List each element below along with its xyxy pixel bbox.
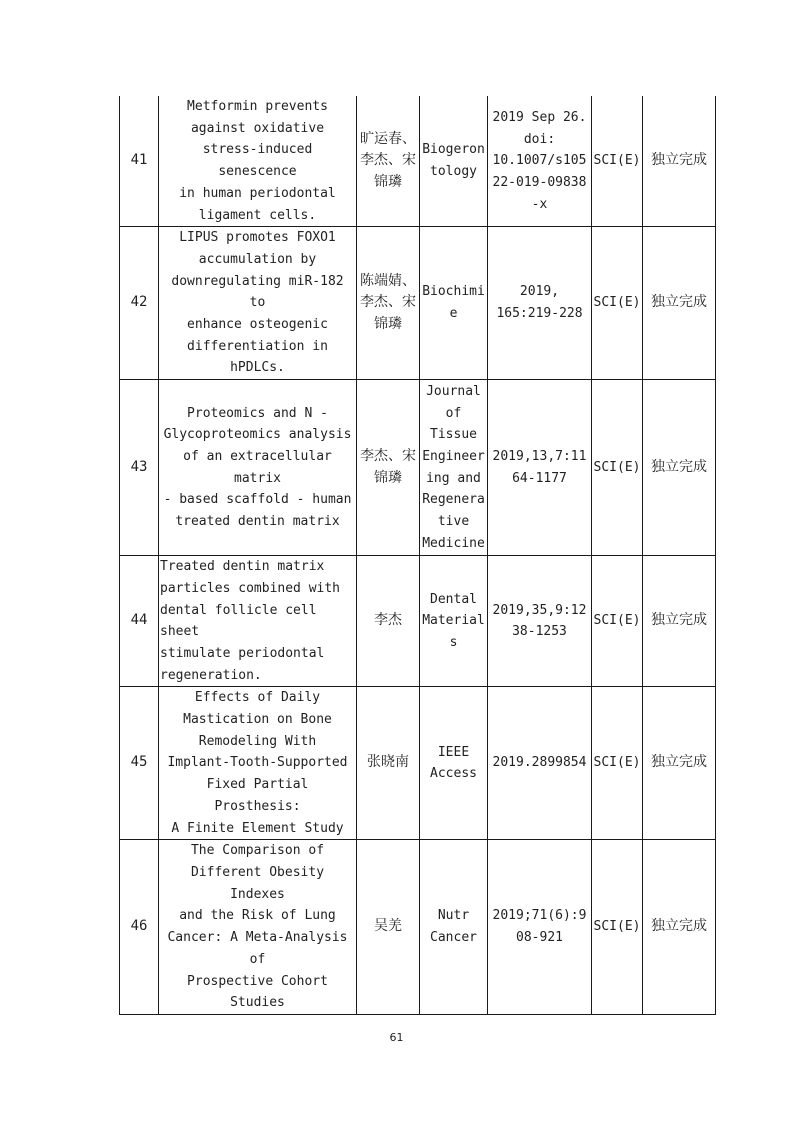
index-type: SCI(E) — [592, 380, 643, 556]
paper-title: The Comparison of Different Obesity Indexes and the Risk of Lung Cancer: A Meta-Analysis of Prospective Cohort Studies — [159, 840, 357, 1015]
citation: 2019;71(6):9 08-921 — [488, 840, 592, 1015]
table-row — [120, 380, 716, 556]
authors: 旷运春、 李杰、宋 锦璘 — [357, 96, 420, 227]
table-row — [120, 556, 716, 687]
index-type: SCI(E) — [592, 227, 643, 380]
authors: 吴羌 — [357, 840, 420, 1015]
journal: Biogeron tology — [420, 96, 488, 227]
journal: Dental Material s — [420, 556, 488, 687]
authors: 李杰 — [357, 556, 420, 687]
publications-table — [119, 96, 716, 1015]
paper-title: Proteomics and N - Glycoproteomics analysis of an extracellular matrix - based scaffold - human treated dentin matrix — [159, 380, 357, 556]
journal: IEEE Access — [420, 687, 488, 840]
journal: Nutr Cancer — [420, 840, 488, 1015]
paper-title: Treated dentin matrix particles combined with dental follicle cell sheet stimulate periodontal regeneration. — [159, 556, 357, 687]
citation: 2019, 165:219-228 — [488, 227, 592, 380]
table-row — [120, 227, 716, 380]
completion-status: 独立完成 — [643, 227, 716, 380]
paper-title: Metformin prevents against oxidative stress-induced senescence in human periodontal ligament cells. — [159, 96, 357, 227]
citation: 2019,35,9:12 38-1253 — [488, 556, 592, 687]
index-type: SCI(E) — [592, 96, 643, 227]
row-number: 42 — [120, 227, 159, 380]
row-number: 46 — [120, 840, 159, 1015]
page-number: 61 — [389, 1031, 404, 1044]
row-number: 43 — [120, 380, 159, 556]
paper-title: LIPUS promotes FOXO1 accumulation by downregulating miR-182 to enhance osteogenic differentiation in hPDLCs. — [159, 227, 357, 380]
row-number: 44 — [120, 556, 159, 687]
index-type: SCI(E) — [592, 840, 643, 1015]
completion-status: 独立完成 — [643, 687, 716, 840]
completion-status: 独立完成 — [643, 556, 716, 687]
index-type: SCI(E) — [592, 556, 643, 687]
table-row — [120, 840, 716, 1015]
table-row — [120, 687, 716, 840]
table-row — [120, 96, 716, 227]
journal: Journal of Tissue Engineer ing and Regenera tive Medicine — [420, 380, 488, 556]
row-number: 41 — [120, 96, 159, 227]
journal: Biochimi e — [420, 227, 488, 380]
authors: 李杰、宋 锦璘 — [357, 380, 420, 556]
completion-status: 独立完成 — [643, 380, 716, 556]
authors: 陈端婧、 李杰、宋 锦璘 — [357, 227, 420, 380]
completion-status: 独立完成 — [643, 840, 716, 1015]
completion-status: 独立完成 — [643, 96, 716, 227]
citation: 2019.2899854 — [488, 687, 592, 840]
index-type: SCI(E) — [592, 687, 643, 840]
authors: 张晓南 — [357, 687, 420, 840]
paper-title: Effects of Daily Mastication on Bone Remodeling With Implant-Tooth-Supported Fixed Partial Prosthesis: A Finite Element Study — [159, 687, 357, 840]
row-number: 45 — [120, 687, 159, 840]
citation: 2019 Sep 26. doi: 10.1007/s105 22-019-09838 -x — [488, 96, 592, 227]
citation: 2019,13,7:11 64-1177 — [488, 380, 592, 556]
